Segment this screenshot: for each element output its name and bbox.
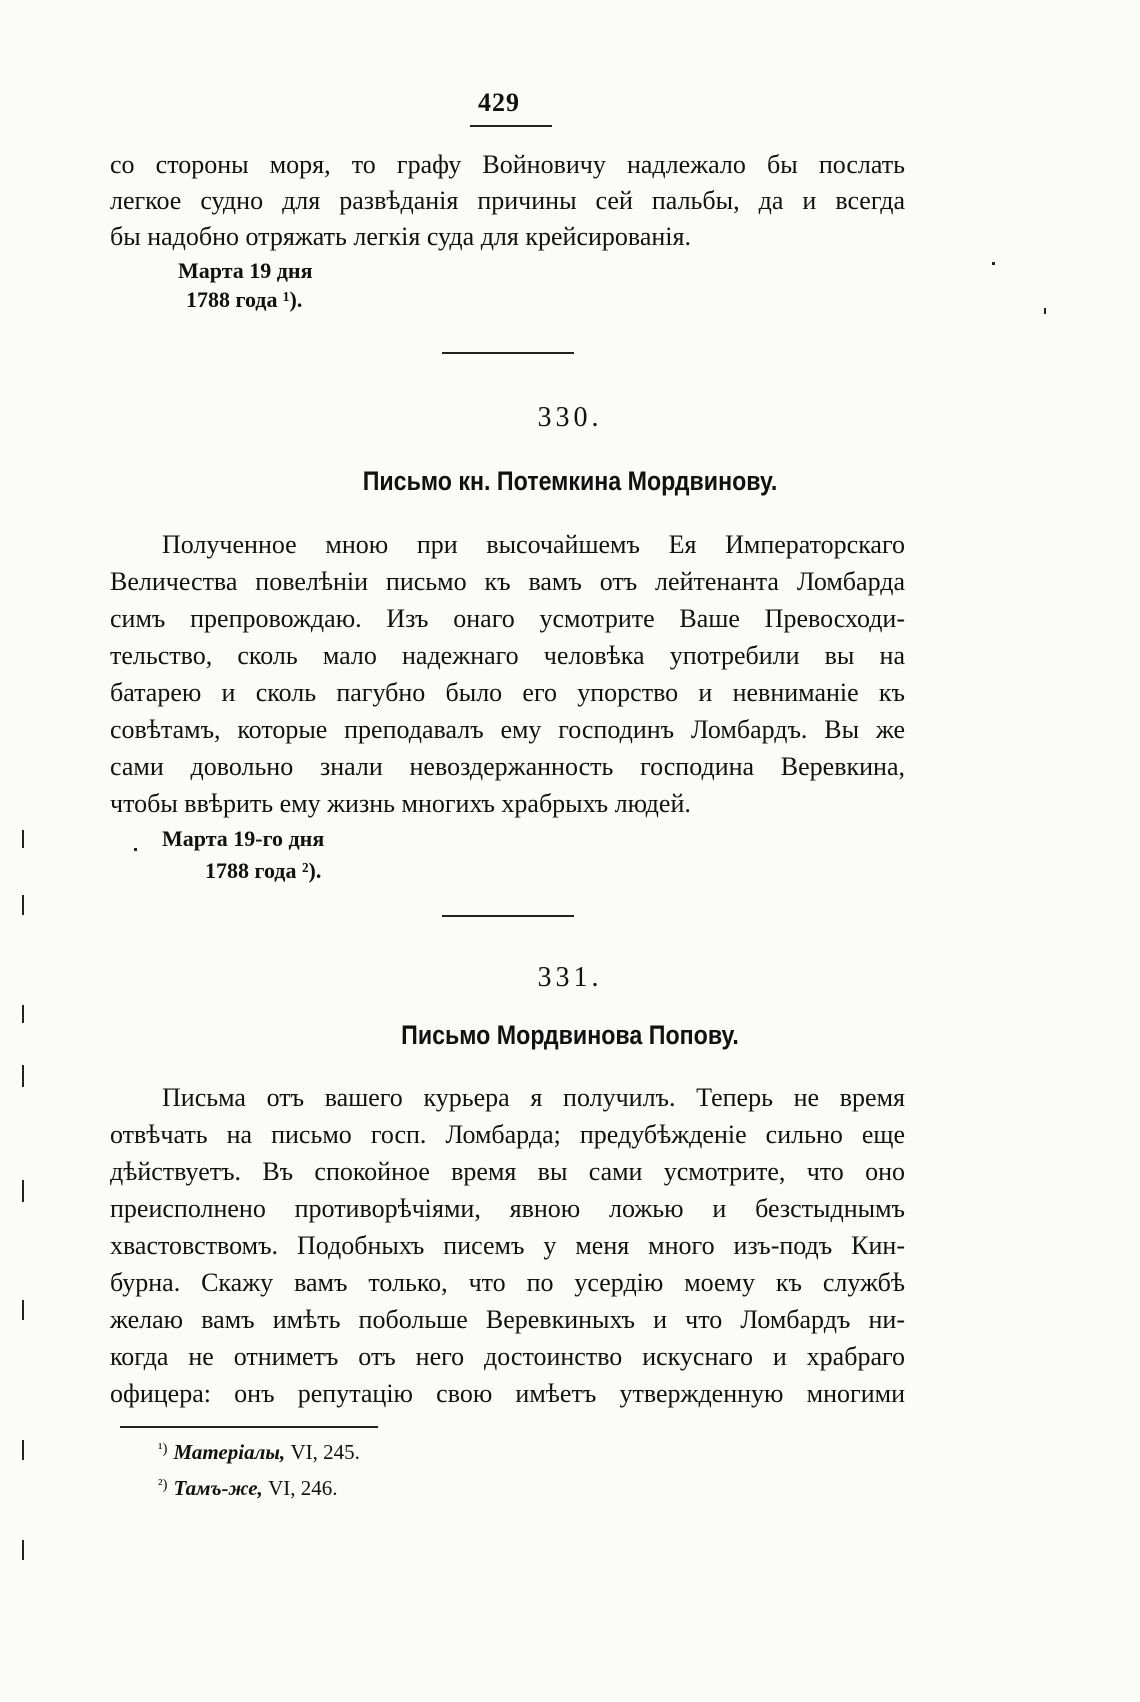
scan-artifact xyxy=(22,1300,24,1320)
scan-artifact xyxy=(134,848,137,851)
footnote-ref: VI, 246. xyxy=(262,1476,338,1500)
letter-330-number: 330. xyxy=(537,402,603,433)
text-line: желаю вамъ имѣть побольше Веревкиныхъ и что Ломбардъ ни- xyxy=(110,1305,905,1334)
page-number: 429 xyxy=(478,88,520,117)
scan-artifact xyxy=(22,1005,24,1023)
text-line: со стороны моря, то графу Войновичу надлежало бы послать xyxy=(110,150,905,179)
text-line: Величества повелѣніи письмо къ вамъ отъ лейтенанта Ломбарда xyxy=(110,567,905,596)
text-line: Письма отъ вашего курьера я получилъ. Теперь не время xyxy=(162,1083,905,1112)
text-line: хвастовствомъ. Подобныхъ писемъ у меня много изъ-подъ Кин- xyxy=(110,1231,905,1260)
text-line: чтобы ввѣрить ему жизнь многихъ храбрыхъ людей. xyxy=(110,789,691,818)
text-line: батарею и сколь пагубно было его упорство и невниманіе къ xyxy=(110,678,905,707)
scan-artifact xyxy=(22,1180,24,1202)
letter-331-number: 331. xyxy=(537,962,603,993)
text-line: бы надобно отряжать легкія суда для крейсированія. xyxy=(110,222,691,251)
text-line: бурна. Скажу вамъ только, что по усердію моему къ службѣ xyxy=(110,1268,905,1297)
text-line: офицера: онъ репутацію свою имѣетъ утвержденную многими xyxy=(110,1379,905,1408)
text-line: дѣйствуетъ. Въ спокойное время вы сами усмотрите, что оно xyxy=(110,1157,905,1186)
text-line: легкое судно для развѣданія причины сей пальбы, да и всегда xyxy=(110,186,905,215)
text-line: Полученное мною при высочайшемъ Ея Императорскаго xyxy=(162,530,905,559)
signature-date: Марта 19 дня xyxy=(178,258,313,283)
scan-artifact xyxy=(22,1440,24,1460)
letter-330-title: Письмо кн. Потемкина Мордвинову. xyxy=(362,466,778,496)
scan-artifact xyxy=(22,895,24,915)
scan-artifact xyxy=(22,830,24,848)
text-line: преисполнено противорѣчіями, явною ложью и безстыднымъ xyxy=(110,1194,905,1223)
section-divider xyxy=(442,352,574,354)
footnote-mark: ²) xyxy=(158,1477,168,1493)
scan-artifact xyxy=(992,262,995,265)
section-divider xyxy=(442,915,574,917)
scan-artifact xyxy=(1044,308,1046,314)
footnote-source: Тамъ-же, xyxy=(173,1476,263,1500)
footnote-source: Матеріалы, xyxy=(173,1440,286,1464)
letter-331-title: Письмо Мордвинова Попову. xyxy=(401,1020,739,1050)
text-line: отвѣчать на письмо госп. Ломбарда; предубѣжденіе сильно еще xyxy=(110,1120,905,1149)
signature-date: Марта 19-го дня xyxy=(162,826,325,851)
text-line: симъ препровождаю. Изъ онаго усмотрите Ваше Превосходи- xyxy=(110,604,905,633)
signature-year: 1788 года ²). xyxy=(205,858,322,883)
footnote xyxy=(158,1476,337,1501)
footnote xyxy=(158,1440,360,1465)
footnote-ref: VI, 245. xyxy=(285,1440,360,1464)
text-line: когда не отниметъ отъ него достоинство искуснаго и храбраго xyxy=(110,1342,905,1371)
footnote-separator xyxy=(120,1426,378,1428)
text-line: тельство, сколь мало надежнаго человѣка употребили вы на xyxy=(110,641,905,670)
signature-year: 1788 года ¹). xyxy=(186,287,303,312)
scan-artifact xyxy=(22,1540,24,1560)
scan-artifact xyxy=(22,1065,24,1087)
text-line: сами довольно знали невоздержанность господина Веревкина, xyxy=(110,752,905,781)
text-line: совѣтамъ, которые преподавалъ ему господинъ Ломбардъ. Вы же xyxy=(110,715,905,744)
footnote-mark: ¹) xyxy=(158,1441,168,1457)
page-number-underline xyxy=(470,125,552,127)
